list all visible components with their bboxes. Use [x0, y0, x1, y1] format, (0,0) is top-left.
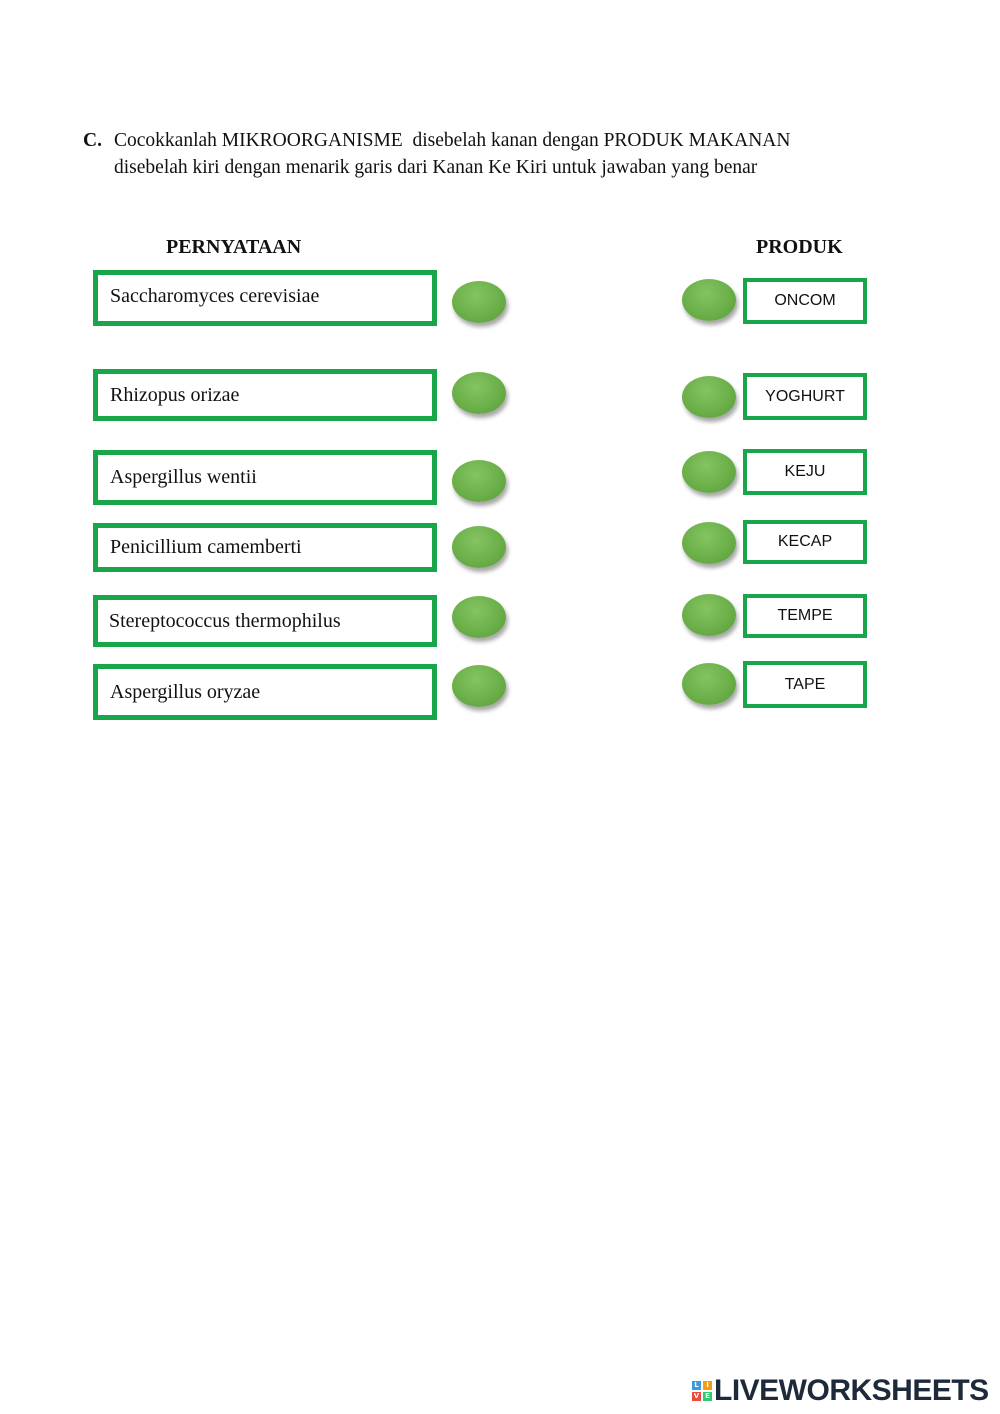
left-connector-dot-2[interactable]: [452, 372, 506, 414]
product-box-1: [743, 278, 867, 324]
product-box-4: [743, 520, 867, 564]
right-connector-dot-6[interactable]: [682, 663, 736, 705]
statement-box-5: [93, 595, 437, 647]
statement-box-3: [93, 450, 437, 505]
instruction-line-2: disebelah kiri dengan menarik garis dari Kanan Ke Kiri untuk jawaban yang benar: [114, 157, 758, 178]
product-box-5: [743, 594, 867, 638]
product-box-3: [743, 449, 867, 495]
statement-text: Aspergillus wentii: [110, 466, 257, 488]
right-connector-dot-5[interactable]: [682, 594, 736, 636]
statement-text: Aspergillus oryzae: [110, 680, 261, 703]
product-text: TEMPE: [777, 607, 833, 624]
left-connector-dot-6[interactable]: [452, 665, 506, 707]
product-box-6: [743, 661, 867, 708]
right-connector-dot-2[interactable]: [682, 376, 736, 418]
right-connector-dot-3[interactable]: [682, 451, 736, 493]
liveworksheets-logo: [692, 1375, 989, 1407]
product-text: TAPE: [784, 675, 826, 693]
statement-box-4: [93, 523, 437, 572]
statement-text: Stereptococcus thermophilus: [109, 609, 341, 632]
product-text: KEJU: [784, 463, 826, 480]
product-text: YOGHURT: [765, 387, 845, 405]
left-connector-dot-5[interactable]: [452, 596, 506, 638]
statements-header: PERNYATAAN: [166, 236, 302, 258]
statement-box-1: [93, 270, 437, 326]
statement-text: Rhizopus orizae: [110, 383, 240, 406]
product-box-2: [743, 373, 867, 420]
statement-box-2: [93, 369, 437, 421]
left-connector-dot-4[interactable]: [452, 526, 506, 568]
product-text: ONCOM: [774, 292, 836, 309]
products-header: PRODUK: [756, 236, 843, 258]
statement-box-6: [93, 664, 437, 720]
statement-text: Penicillium camemberti: [110, 536, 302, 558]
logo-text: LIVEWORKSHEETS: [714, 1374, 989, 1407]
question-label: C.: [83, 130, 102, 151]
left-connector-dot-1[interactable]: [452, 281, 506, 323]
right-connector-dot-1[interactable]: [682, 279, 736, 321]
product-text: KECAP: [777, 533, 833, 550]
instruction-line-1: Cocokkanlah MIKROORGANISME disebelah kanan dengan PRODUK MAKANAN: [114, 130, 791, 151]
right-connector-dot-4[interactable]: [682, 522, 736, 564]
logo-mark-icon: L I V E: [692, 1381, 712, 1401]
statement-text: Saccharomyces cerevisiae: [110, 284, 320, 307]
left-connector-dot-3[interactable]: [452, 460, 506, 502]
